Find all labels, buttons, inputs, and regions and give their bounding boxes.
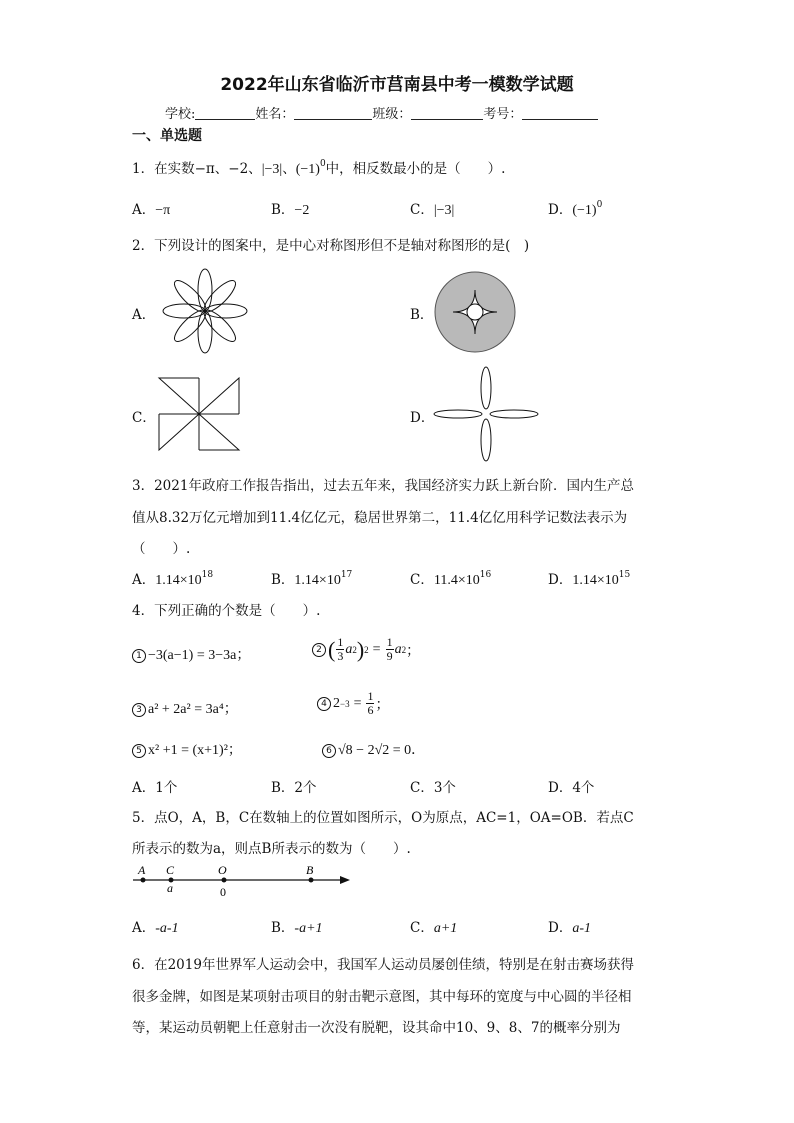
option-text: |−3| <box>433 203 455 218</box>
label-zero: 0 <box>220 885 226 899</box>
q1-stem-pow-exp: 0 <box>319 159 326 169</box>
q4-option-c[interactable] <box>410 776 456 796</box>
equals: = <box>372 641 381 657</box>
q4-item-2 <box>312 636 420 663</box>
option-letter: B． <box>271 202 295 218</box>
q1-option-d[interactable] <box>548 198 602 219</box>
name-label: 姓名： <box>255 107 295 122</box>
option-text: 1个 <box>155 780 178 796</box>
q4-option-d[interactable] <box>548 776 594 796</box>
frac-num: 1 <box>337 635 344 649</box>
fraction <box>366 690 374 717</box>
point-o <box>222 878 227 883</box>
option-letter: D． <box>548 920 573 936</box>
item-number: 3 <box>132 703 146 717</box>
name-blank[interactable] <box>294 107 372 120</box>
exam-no-label: 考号： <box>483 107 523 122</box>
q1-stem <box>132 157 505 178</box>
item-number: 6 <box>322 744 336 758</box>
ellipses-figure <box>431 366 541 462</box>
frac-den: 9 <box>386 649 393 663</box>
option-letter: C． <box>410 202 434 218</box>
number-line-figure <box>128 860 358 902</box>
option-letter: A． <box>132 920 156 936</box>
option-base: 1.14×10 <box>155 573 202 588</box>
option-letter: C． <box>410 920 434 936</box>
fraction <box>386 636 394 663</box>
item-number: 5 <box>132 744 146 758</box>
option-letter: D． <box>548 572 573 588</box>
option-text: a+1 <box>433 921 458 936</box>
item-number: 1 <box>132 649 146 663</box>
item-number: 4 <box>317 697 331 711</box>
item-number: 2 <box>312 643 326 657</box>
option-exp: 0 <box>596 200 603 210</box>
q5-option-c[interactable] <box>410 916 457 937</box>
section-heading: 一、单选题 <box>132 128 202 144</box>
q2-option-d-label[interactable]: D． <box>410 410 435 426</box>
option-text: 2个 <box>294 780 317 796</box>
option-exp: 18 <box>201 570 214 580</box>
q1-stem-abs: |−3| <box>261 162 283 177</box>
semicolon: ； <box>375 697 390 713</box>
q4-item-3 <box>132 698 238 718</box>
option-letter: C． <box>410 780 434 796</box>
exam-no-blank[interactable] <box>522 107 598 120</box>
paren-open: ( <box>328 636 336 662</box>
exp: −3 <box>340 698 350 709</box>
option-text: (−1) <box>572 203 597 218</box>
q4-item-1 <box>132 644 250 664</box>
q5-stem-line2: 所表示的数为a，则点B所表示的数为（ ）. <box>132 841 411 857</box>
point-a <box>141 878 146 883</box>
q1-stem-end: 中，相反数最小的是（ ）. <box>325 161 506 177</box>
school-blank[interactable] <box>195 107 255 120</box>
option-letter: B． <box>271 780 295 796</box>
q1-option-b[interactable] <box>271 198 309 219</box>
q6-stem-line2: 很多金牌，如图是某项射击项目的射击靶示意图，其中每环的宽度与中心圆的半径相 <box>132 989 632 1005</box>
q3-option-b[interactable] <box>271 568 352 589</box>
label-c: C <box>166 863 175 877</box>
q3-option-d[interactable] <box>548 568 630 589</box>
q4-option-b[interactable] <box>271 776 317 796</box>
option-letter: D． <box>548 780 573 796</box>
option-text: −2 <box>294 203 310 218</box>
option-text: 3个 <box>433 780 456 796</box>
q1-stem-text: 1．在实数−π、−2、 <box>132 161 262 177</box>
q1-stem-sep: 、 <box>282 161 296 177</box>
q4-item-6 <box>322 739 425 759</box>
item-text: a² + 2a² = 3a⁴； <box>148 702 238 717</box>
var: a <box>345 641 353 657</box>
q6-stem-line1: 6．在2019年世界军人运动会中，我国军人运动员屡创佳绩，特别是在射击赛场获得 <box>132 957 634 973</box>
label-a-value: a <box>167 881 173 895</box>
q5-option-a[interactable] <box>132 916 179 937</box>
q3-option-a[interactable] <box>132 568 213 589</box>
q2-stem: 2．下列设计的图案中，是中心对称图形但不是轴对称图形的是( ) <box>132 238 530 254</box>
option-letter: B． <box>271 572 295 588</box>
option-letter: D． <box>548 202 573 218</box>
outer-exp: 2 <box>364 644 369 655</box>
item-text: x² +1 = (x+1)²； <box>148 743 242 758</box>
option-base: 1.14×10 <box>572 573 619 588</box>
option-exp: 15 <box>618 570 631 580</box>
q5-stem-line1: 5．点O，A，B，C在数轴上的位置如图所示，O为原点，AC=1，OA=OB．若点C <box>132 810 634 826</box>
option-text: a-1 <box>572 921 591 936</box>
option-base: 1.14×10 <box>294 573 341 588</box>
disc-figure <box>432 270 518 354</box>
fraction <box>336 636 344 663</box>
label-o: O <box>218 863 227 877</box>
option-text: -a-1 <box>155 921 179 936</box>
q4-stem: 4．下列正确的个数是（ ）. <box>132 603 321 619</box>
option-text: 4个 <box>572 780 595 796</box>
base: 2 <box>333 695 340 711</box>
option-letter: A． <box>132 202 156 218</box>
point-b <box>309 878 314 883</box>
frac-den: 6 <box>367 703 374 717</box>
q1-option-a[interactable] <box>132 198 170 219</box>
paren-close: ) <box>356 636 365 662</box>
item-text: √8 − 2√2 = 0． <box>338 743 426 758</box>
q4-item-5 <box>132 739 242 759</box>
q2-option-c-label[interactable]: C． <box>132 410 156 426</box>
option-letter: A． <box>132 572 156 588</box>
option-text: −π <box>155 203 171 218</box>
frac-num: 1 <box>367 689 374 703</box>
var: a <box>394 641 402 657</box>
q5-option-b[interactable] <box>271 916 323 937</box>
q3-option-c[interactable] <box>410 568 491 589</box>
school-label: 学校: <box>165 107 196 122</box>
option-letter: A． <box>132 780 156 796</box>
option-letter: C． <box>410 572 434 588</box>
q4-item-4 <box>317 690 389 717</box>
q3-stem-line1: 3．2021年政府工作报告指出，过去五年来，我国经济实力跃上新台阶．国内生产总 <box>132 478 634 494</box>
student-info-line <box>165 103 598 122</box>
var-exp: 2 <box>401 644 407 655</box>
var-exp: 2 <box>352 644 357 655</box>
flower-figure <box>160 266 250 356</box>
frac-den: 3 <box>337 649 344 663</box>
q3-stem-line3: （ ）. <box>132 541 191 557</box>
option-base: 11.4×10 <box>433 573 480 588</box>
option-exp: 17 <box>340 570 353 580</box>
equals: = <box>353 695 362 711</box>
q6-stem-line3: 等，某运动员朝靶上任意射击一次没有脱靶，设其命中10、9、8、7的概率分别为 <box>132 1020 621 1036</box>
q5-option-d[interactable] <box>548 916 591 937</box>
q1-option-c[interactable] <box>410 198 454 219</box>
option-text: -a+1 <box>294 921 323 936</box>
pinwheel-figure <box>159 378 239 450</box>
q4-option-a[interactable] <box>132 776 177 796</box>
label-a: A <box>138 863 146 877</box>
class-label: 班级： <box>372 107 412 122</box>
q1-stem-pow: (−1) <box>295 162 320 177</box>
class-blank[interactable] <box>411 107 483 120</box>
semicolon: ； <box>406 643 421 659</box>
label-b: B <box>306 863 314 877</box>
frac-num: 1 <box>386 635 393 649</box>
q3-stem-line2: 值从8.32万亿元增加到11.4亿亿元，稳居世界第二，11.4亿亿用科学记数法表示为 <box>132 510 628 526</box>
page-title: 2022年山东省临沂市莒南县中考一模数学试题 <box>220 75 574 95</box>
option-exp: 16 <box>479 570 492 580</box>
q2-option-b-label[interactable]: B． <box>410 307 434 323</box>
q2-option-a-label[interactable]: A． <box>132 307 156 323</box>
option-letter: B． <box>271 920 295 936</box>
axis-arrow <box>340 876 350 884</box>
item-text: −3(a−1) = 3−3a； <box>148 648 251 663</box>
